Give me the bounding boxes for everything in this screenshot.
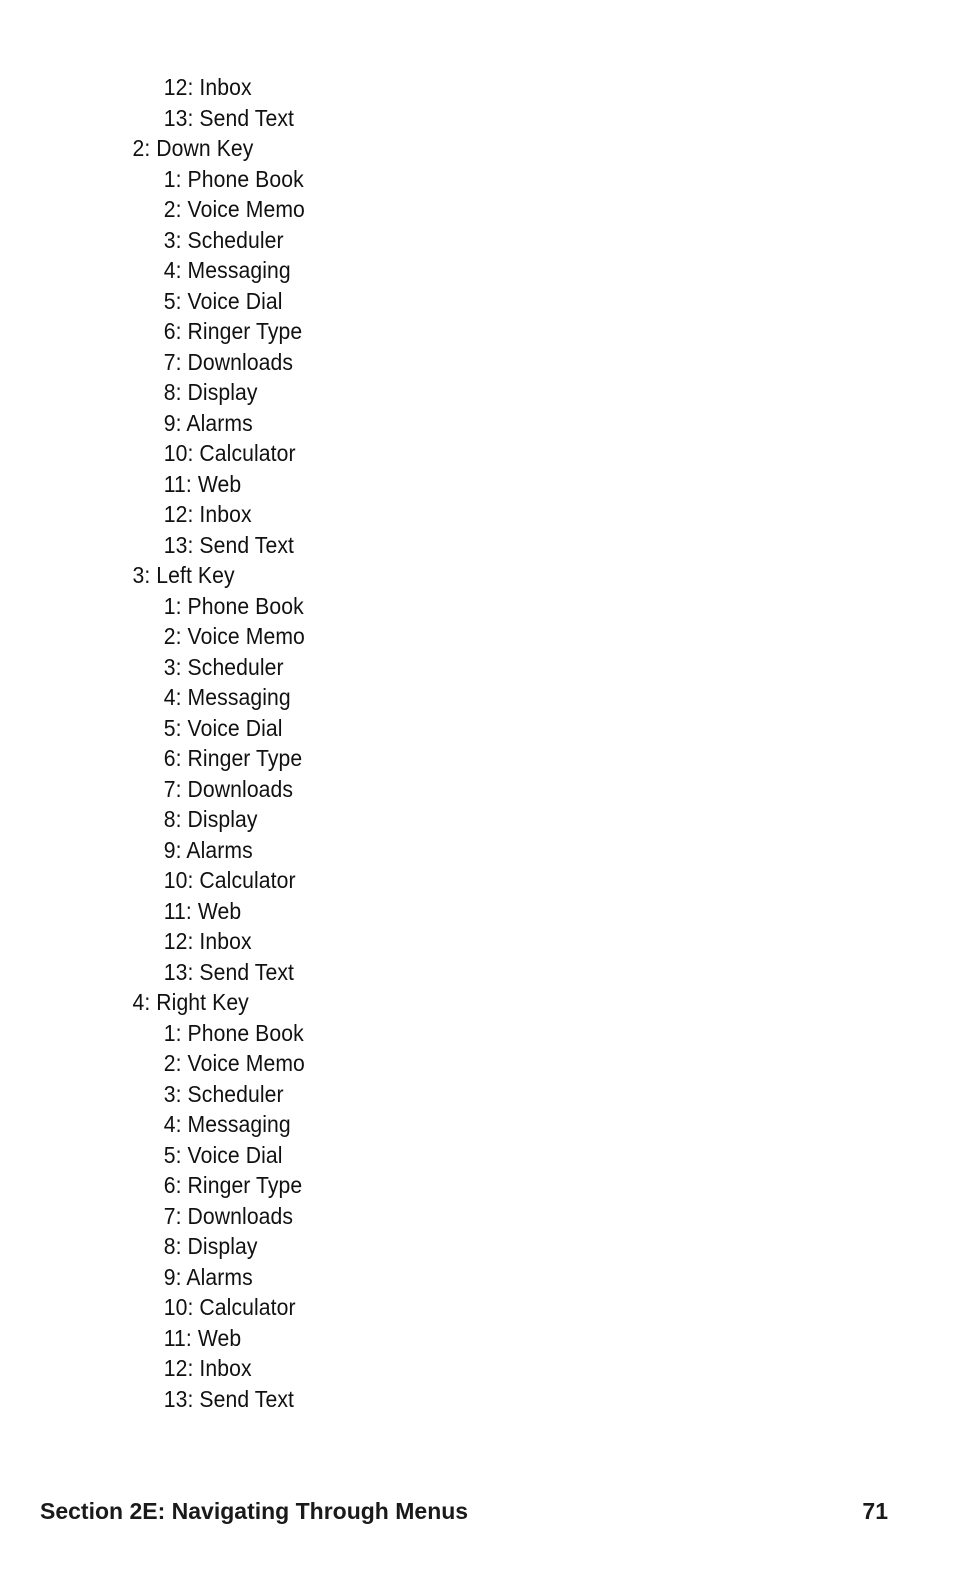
menu-option-item: 8: Display [163, 1233, 258, 1259]
menu-option-item: 13: Send Text [163, 531, 294, 558]
menu-option-item: 1: Phone Book [163, 592, 304, 619]
menu-option-item: 4: Messaging [163, 684, 291, 710]
menu-option-item: 13: Send Text [163, 104, 294, 131]
menu-option-item: 12: Inbox [163, 74, 252, 100]
menu-option-item: 5: Voice Dial [163, 287, 283, 314]
menu-option-item: 7: Downloads [163, 775, 294, 802]
menu-option-item: 10: Calculator [163, 867, 296, 893]
menu-option-item: 2: Voice Memo [163, 1050, 305, 1076]
menu-option-item: 6: Ringer Type [163, 318, 303, 344]
menu-option-item: 8: Display [163, 379, 258, 405]
menu-key-heading: 4: Right Key [132, 989, 249, 1015]
menu-option-item: 5: Voice Dial [163, 1141, 283, 1168]
menu-key-heading: 3: Left Key [132, 562, 235, 588]
menu-option-item: 3: Scheduler [163, 226, 284, 253]
menu-option-item: 9: Alarms [163, 836, 253, 863]
menu-option-item: 11: Web [163, 470, 242, 497]
menu-option-item: 3: Scheduler [163, 1080, 284, 1107]
menu-option-item: 4: Messaging [163, 257, 291, 283]
menu-option-item: 1: Phone Book [163, 1019, 304, 1046]
menu-option-item: 9: Alarms [163, 1263, 253, 1290]
menu-option-item: 9: Alarms [163, 409, 253, 436]
menu-key-heading: 2: Down Key [132, 135, 254, 161]
page-number: 71 [862, 1497, 888, 1524]
menu-option-item: 12: Inbox [163, 501, 252, 527]
menu-outline-list [0, 72, 954, 1414]
menu-option-item: 3: Scheduler [163, 653, 284, 680]
menu-option-item: 11: Web [163, 897, 242, 924]
menu-option-item: 5: Voice Dial [163, 714, 283, 741]
menu-option-item: 4: Messaging [163, 1111, 291, 1137]
menu-option-item: 10: Calculator [163, 1294, 296, 1320]
menu-option-item: 11: Web [163, 1324, 242, 1351]
menu-option-item: 7: Downloads [163, 348, 294, 375]
menu-option-item: 7: Downloads [163, 1202, 294, 1229]
menu-option-item: 10: Calculator [163, 440, 296, 466]
menu-option-item: 13: Send Text [163, 958, 294, 985]
menu-option-item: 12: Inbox [163, 1355, 252, 1381]
page-footer [40, 1496, 888, 1526]
menu-option-item: 13: Send Text [163, 1385, 294, 1412]
menu-option-item: 2: Voice Memo [163, 623, 305, 649]
menu-option-item: 8: Display [163, 806, 258, 832]
menu-option-item: 6: Ringer Type [163, 1172, 303, 1198]
section-title: Section 2E: Navigating Through Menus [40, 1497, 469, 1524]
menu-option-item: 12: Inbox [163, 928, 252, 954]
menu-option-item: 1: Phone Book [163, 165, 304, 192]
menu-option-item: 2: Voice Memo [163, 196, 305, 222]
menu-option-item: 6: Ringer Type [163, 745, 303, 771]
